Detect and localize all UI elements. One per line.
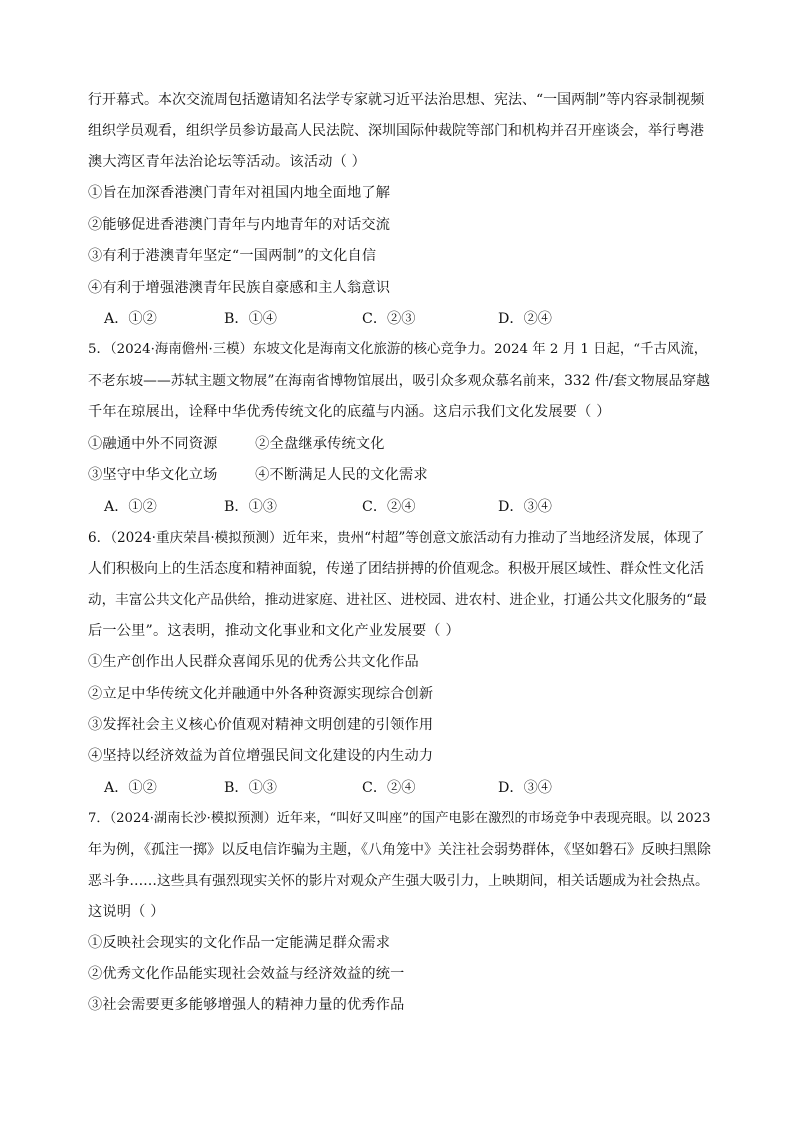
statement-4: ④坚持以经济效益为首位增强民间文化建设的内生动力 [88, 748, 434, 764]
statements-1-2: ①融通中外不同资源 ②全盘继承传统文化 [88, 436, 385, 452]
option-b[interactable]: B．①③ [224, 499, 277, 515]
question-4-text: 澳大湾区青年法治论坛等活动。该活动（ ） [88, 154, 367, 170]
statements-3-4: ③坚守中华文化立场 ④不断满足人民的文化需求 [88, 467, 428, 483]
option-a[interactable]: A．①② [104, 499, 157, 515]
statement-1: ①生产创作出人民群众喜闻乐见的优秀公共文化作品 [88, 654, 419, 670]
question-7-text: 7．（2024·湖南长沙·模拟预测）近年来，“叫好又叫座”的国产电影在激烈的市场竞争中表现亮眼。以 2023 [88, 811, 711, 826]
question-4-text: 行开幕式。本次交流周包括邀请知名法学专家就习近平法治思想、宪法、“一国两制”等内容录制视频 [88, 92, 705, 108]
statement-2: ②优秀文化作品能实现社会效益与经济效益的统一 [88, 966, 405, 982]
statement-1: ①旨在加深香港澳门青年对祖国内地全面地了解 [88, 185, 391, 201]
option-c[interactable]: C．②③ [362, 311, 416, 327]
option-b[interactable]: B．①③ [224, 780, 277, 796]
question-5-text: 不老东坡——苏轼主题文物展”在海南省博物馆展出，吸引众多观众慕名前来，332 件/套文物展品穿越 [88, 373, 710, 389]
statement-3: ③有利于港澳青年坚定“一国两制”的文化自信 [88, 248, 377, 264]
statement-4: ④有利于增强港澳青年民族自豪感和主人翁意识 [88, 280, 391, 296]
question-5-text: 千年在琼展出，诠释中华优秀传统文化的底蕴与内涵。这启示我们文化发展要（ ） [88, 404, 611, 420]
option-d[interactable]: D．③④ [498, 780, 552, 796]
statement-3: ③发挥社会主义核心价值观对精神文明创建的引领作用 [88, 717, 434, 733]
statement-2: ②能够促进香港澳门青年与内地青年的对话交流 [88, 217, 391, 233]
question-7-text: 恶斗争……这些具有强烈现实关怀的影片对观众产生强大吸引力，上映期间，相关话题成为社会热点。 [88, 873, 709, 889]
question-6-text: 6．（2024·重庆荣昌·模拟预测）近年来，贵州“村超”等创意文旅活动有力推动了当地经济发展，体现了 [88, 530, 705, 546]
option-a[interactable]: A．①② [104, 780, 157, 796]
option-c[interactable]: C．②④ [362, 780, 416, 796]
question-6-text: 后一公里”。这表明，推动文化事业和文化产业发展要（ ） [88, 623, 460, 639]
question-7-text: 这说明（ ） [88, 904, 165, 920]
question-6-text: 动，丰富公共文化产品供给，推动进家庭、进社区、进校园、进农村、进企业，打通公共文化服务的“最 [88, 592, 707, 608]
option-a[interactable]: A．①② [104, 311, 157, 327]
statement-2: ②立足中华传统文化并融通中外各种资源实现综合创新 [88, 686, 434, 702]
option-d[interactable]: D．②④ [498, 311, 552, 327]
question-5-text: 5．（2024·海南儋州·三模）东坡文化是海南文化旅游的核心竞争力。2024 年 2 月 1 日起，“千古风流， [88, 342, 708, 357]
option-c[interactable]: C．②④ [362, 499, 416, 515]
question-7-text: 年为例，《孤注一掷》以反电信诈骗为主题，《八角笼中》关注社会弱势群体，《坚如磐石》反映扫黑除 [88, 842, 711, 858]
question-6-text: 人们积极向上的生活态度和精神面貌，传递了团结拼搏的价值观念。积极开展区域性、群众性文化活 [88, 561, 704, 577]
statement-3: ③社会需要更多能够增强人的精神力量的优秀作品 [88, 997, 405, 1013]
question-4-text: 组织学员观看，组织学员参访最高人民法院、深圳国际仲裁院等部门和机构并召开座谈会，举行粤港 [88, 123, 704, 139]
option-d[interactable]: D．③④ [498, 499, 552, 515]
statement-1: ①反映社会现实的文化作品一定能满足群众需求 [88, 935, 391, 951]
option-b[interactable]: B．①④ [224, 311, 277, 327]
